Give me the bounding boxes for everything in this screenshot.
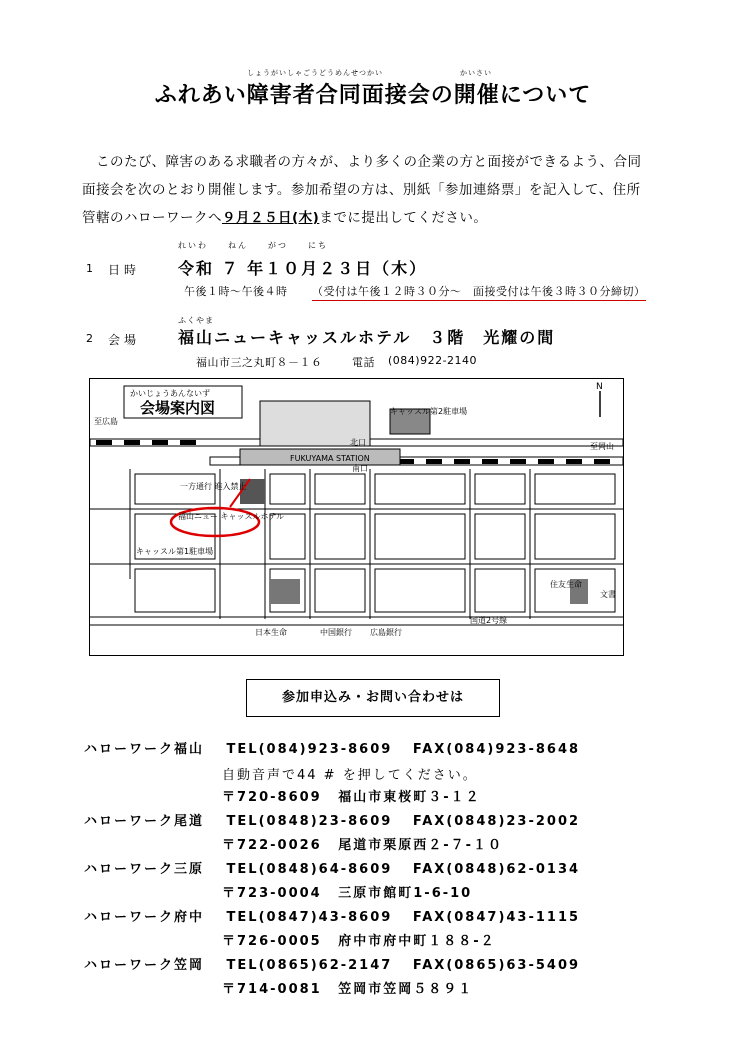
parking1-label: キャッスル第1駐車場 xyxy=(136,547,214,556)
office-name: ハローワーク尾道 xyxy=(84,814,205,829)
office-name: ハローワーク府中 xyxy=(84,910,205,925)
parking1-building xyxy=(270,579,300,604)
office-fax: FAX(0848)62-0134 xyxy=(412,862,581,877)
office-address xyxy=(222,786,481,805)
section1-num: 1 xyxy=(86,262,93,275)
north-label: N xyxy=(596,382,603,392)
intro-line-3-pre: 管轄のハローワークへ xyxy=(82,210,222,226)
office-onomichi xyxy=(84,810,580,829)
office-zip: 〒723-0004 xyxy=(222,886,322,901)
venue-map xyxy=(89,378,624,656)
venue-name: 福山ニューキャッスルホテル ３階 光耀の間 xyxy=(178,328,556,347)
office-addr: 笠岡市笠岡５８９１ xyxy=(338,982,474,997)
office-zip: 〒726-0005 xyxy=(222,934,322,949)
section2-label: 会場 xyxy=(108,333,141,347)
reception-note: （受付は午後１２時３０分～ 面接受付は午後３時３０分締切） xyxy=(312,283,646,301)
parking2-label: キャッスル第2駐車場 xyxy=(390,407,468,416)
office-name: ハローワーク三原 xyxy=(84,862,205,877)
office-address xyxy=(222,978,473,997)
intro-line-3-post: までに提出してください。 xyxy=(319,210,488,226)
venue-ruby: ふくやま xyxy=(178,316,214,325)
office-address xyxy=(222,930,496,949)
office-addr: 尾道市栗原西２-７-１０ xyxy=(338,838,504,853)
chugoku-bank-label: 中国銀行 xyxy=(320,628,352,637)
intro-line-2: 面接会を次のとおり開催します。参加希望の方は、別紙「参加連絡票」を記入して、住所 xyxy=(82,182,641,198)
office-tel: TEL(0848)23-8609 xyxy=(226,814,393,829)
south-exit-label: 南口 xyxy=(352,464,368,473)
office-fax: FAX(0848)23-2002 xyxy=(412,814,581,829)
deadline: ９月２５日(木) xyxy=(222,210,320,226)
buildings xyxy=(135,474,615,612)
hotel-label: 福山ニュー キャッスルホテル xyxy=(178,512,285,521)
office-tel: TEL(0848)64-8609 xyxy=(226,862,393,877)
office-fukuyama xyxy=(84,738,580,757)
office-fax: FAX(084)923-8648 xyxy=(412,742,581,757)
to-hiroshima-label: 至広島 xyxy=(94,417,118,426)
office-kasaoka xyxy=(84,954,580,973)
station-label: FUKUYAMA STATION xyxy=(290,454,370,463)
office-name: ハローワーク福山 xyxy=(84,742,205,757)
office-zip: 〒714-0081 xyxy=(222,982,322,997)
oneway-label: 一方通行 進入禁止 xyxy=(180,482,247,491)
to-okayama-label: 至岡山 xyxy=(590,442,614,451)
page-title: ふれあい障害者合同面接会の開催について xyxy=(154,83,592,108)
section2-num: 2 xyxy=(86,332,93,345)
title-ruby-1: しょうがいしゃごうどうめんせつかい xyxy=(247,69,383,77)
office-name: ハローワーク笠岡 xyxy=(84,958,205,973)
office-address xyxy=(222,882,472,901)
office-fuchu xyxy=(84,906,580,925)
venue-address: 福山市三之丸町８－１６ xyxy=(196,356,323,369)
hiroshima-bank-label: 広島銀行 xyxy=(370,628,402,637)
section1-label: 日時 xyxy=(108,263,141,277)
office-addr: 三原市館町1-6-10 xyxy=(338,886,473,901)
sumitomo-label: 住友生命 xyxy=(550,580,582,589)
office-fax: FAX(0847)43-1115 xyxy=(412,910,581,925)
bunkyo-label: 文書 xyxy=(600,590,616,599)
map-drawing xyxy=(90,379,623,655)
office-zip: 〒722-0026 xyxy=(222,838,322,853)
intro-line-3 xyxy=(82,206,682,226)
date-ruby: れいわ ねん がつ にち xyxy=(178,241,328,250)
venue-tel: (084)922-2140 xyxy=(388,354,478,367)
map-title-ruby: かいじょうあんないず xyxy=(130,389,210,398)
event-time: 午後１時～午後４時 xyxy=(184,285,288,298)
office-zip: 〒720-8609 xyxy=(222,790,322,805)
office-addr: 福山市東桜町３-１２ xyxy=(338,790,481,805)
office-mihara xyxy=(84,858,580,877)
north-exit-label: 北口 xyxy=(350,438,366,447)
office-extra: 自動音声で44 # を押してください。 xyxy=(222,768,478,783)
nissei-label: 日本生命 xyxy=(255,628,287,637)
intro-line-1: このたび、障害のある求職者の方々が、より多くの企業の方と面接ができるよう、合同 xyxy=(96,154,642,170)
office-tel: TEL(0865)62-2147 xyxy=(226,958,393,973)
title-ruby-2: かいさい xyxy=(460,69,492,77)
event-date: 令和 ７ 年１０月２３日（木） xyxy=(178,259,428,278)
office-addr: 府中市府中町１８８-２ xyxy=(338,934,496,949)
office-address xyxy=(222,834,503,853)
office-fax: FAX(0865)63-5409 xyxy=(412,958,581,973)
office-tel: TEL(084)923-8609 xyxy=(226,742,393,757)
contact-box-label: 参加申込み・お問い合わせは xyxy=(281,690,464,705)
office-tel: TEL(0847)43-8609 xyxy=(226,910,393,925)
route2-label: 国道2号線 xyxy=(470,616,508,625)
map-title: 会場案内図 xyxy=(140,399,216,417)
contact-box xyxy=(246,679,500,717)
venue-tel-label: 電話 xyxy=(352,356,375,369)
